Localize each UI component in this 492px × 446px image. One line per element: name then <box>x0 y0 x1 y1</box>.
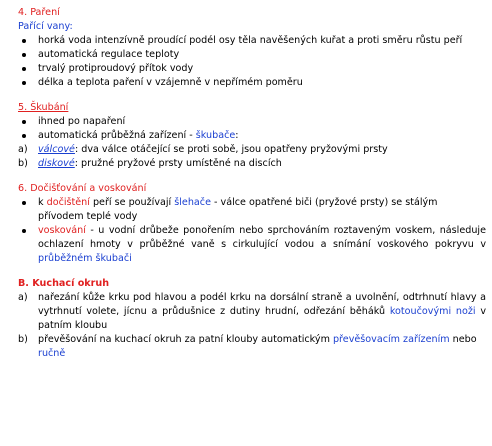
list-item <box>18 157 486 171</box>
list-item-text: trvalý protiproudový přítok vody <box>38 63 194 74</box>
list-item-text: převěšování na kuchací okruh za patní klouby automatickým převěšovacím zařízením nebo ručně <box>38 334 477 359</box>
bullet-icon <box>18 76 38 90</box>
term-cleaning: dočištění <box>46 197 90 208</box>
term-roller: válcové <box>38 144 75 155</box>
section-heading: 4. Paření <box>18 7 60 18</box>
section-evisceration <box>18 277 486 361</box>
term-rotary-knives: kotoučovými noži <box>389 306 476 317</box>
section-cleaning-waxing <box>18 182 486 266</box>
bullet-icon <box>18 129 38 143</box>
section-heading-text: 5. Škubání <box>18 102 69 113</box>
list-item-text: délka a teplota paření v vzájemně v nepřímém poměru <box>38 77 303 88</box>
term-pluckers: škubače <box>195 130 236 141</box>
list-item-text: horká voda intenzívně proudící podél osy těla navěšených kuřat a proti směru růstu peří <box>38 35 463 46</box>
term-waxing: voskování <box>38 225 86 236</box>
section-heading <box>18 101 486 115</box>
list-item-text: diskové: pružné pryžové prsty umístěné na discích <box>38 158 282 169</box>
term-disc: diskové <box>38 158 75 169</box>
list-letter: a) <box>18 144 28 155</box>
list-item-text: ihned po napaření <box>38 116 126 127</box>
bullet-icon <box>18 115 38 129</box>
section-heading: B. Kuchací okruh <box>18 278 110 289</box>
list-item <box>18 34 486 48</box>
list-letter: a) <box>18 292 28 303</box>
list-item <box>18 129 486 143</box>
list-item-text: válcové: dva válce otáčející se proti sobě, jsou opatřeny pryžovými prsty <box>38 144 388 155</box>
bullet-icon <box>18 62 38 76</box>
bullet-icon <box>18 48 38 62</box>
list-item <box>18 62 486 76</box>
list-item-text: k dočištění peří se používají šlehače - válce opatřené biči (pryžové prsty) se stálým přívodem teplé vody <box>38 197 438 222</box>
term-manually: ručně <box>38 348 66 359</box>
list-item <box>18 333 486 361</box>
list-item-text: voskování - u vodní drůbeže ponořením nebo sprchováním roztaveným voskem, následuje ochlazení hmoty v průběžné vaně s cirkulující vodou a snímání voskového pokryvu v průběžném škubači <box>38 225 486 264</box>
list-item <box>18 115 486 129</box>
list-item <box>18 48 486 62</box>
section-plucking <box>18 101 486 171</box>
list-item <box>18 76 486 90</box>
list-item <box>18 196 486 224</box>
term-continuous-plucker: průběžném škubači <box>38 253 132 264</box>
section-heading: 6. Dočišťování a voskování <box>18 183 147 194</box>
list-item-text: automatická průběžná zařízení - škubače: <box>38 130 239 141</box>
list-item-text: nařezání kůže krku pod hlavou a podél krku na dorsální straně a uvolnění, odtrhnutí hlavy a vytrhnutí volete, jícnu a průdušnice z dutiny hrudní, odřezání běháků kotoučovými noži v patním kloubu <box>38 292 487 331</box>
subheading-scalding-tanks: Pařící vany: <box>18 21 73 32</box>
term-rehang-device: převěšovacím zařízením <box>332 334 450 345</box>
term-beaters: šlehače <box>174 197 211 208</box>
bullet-icon <box>18 224 38 266</box>
list-item <box>18 143 486 157</box>
list-item <box>18 291 486 333</box>
section-scalding <box>18 6 486 90</box>
bullet-icon <box>18 34 38 48</box>
list-letter: b) <box>18 334 28 345</box>
list-item-text: automatická regulace teploty <box>38 49 180 60</box>
list-item <box>18 224 486 266</box>
list-letter: b) <box>18 158 28 169</box>
bullet-icon <box>18 196 38 224</box>
